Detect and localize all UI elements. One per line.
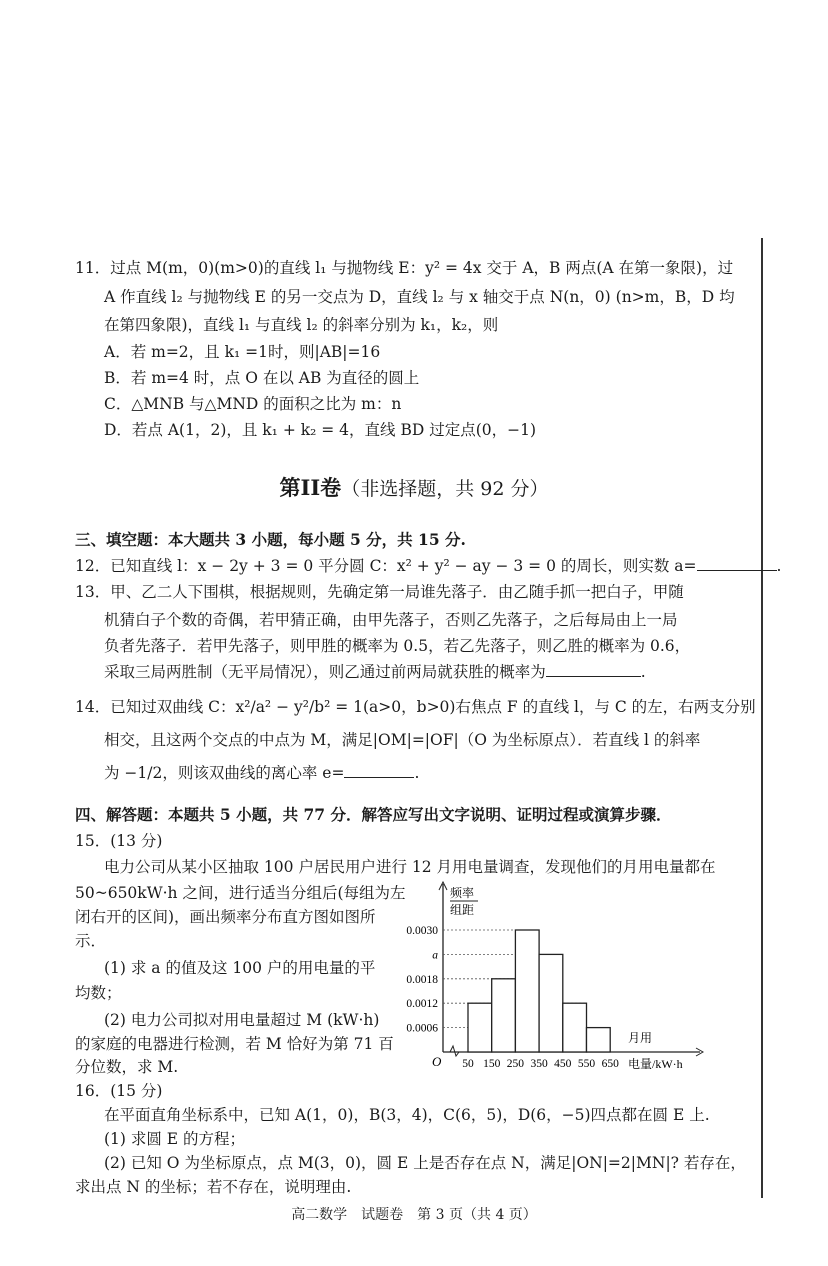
part2-title	[0, 472, 828, 502]
x-axis-label-top: 月用	[628, 1031, 653, 1045]
q16-line: 求出点 N 的坐标；若不存在，说明理由.	[75, 1178, 352, 1196]
histogram-bar	[587, 1028, 611, 1052]
y-tick-label: 0.0012	[406, 998, 438, 1011]
y-tick-label: 0.0018	[406, 973, 438, 986]
q14-line: 为 −1/2，则该双曲线的离心率 e= .	[104, 764, 420, 782]
part2-subtitle: （非选择题，共 92 分）	[341, 478, 549, 500]
x-tick-label: 450	[554, 1058, 572, 1070]
q14-line: 相交，且这两个交点的中点为 M，满足|OM|=|OF|（O 为坐标原点）．若直线 l 的斜率	[104, 731, 701, 749]
answer-blank	[546, 662, 641, 677]
y-tick-label: 0.0030	[406, 925, 438, 937]
answer-blank	[697, 556, 777, 571]
q14-text: 为 −1/2，则该双曲线的离心率 e=	[104, 764, 345, 782]
q15-line: 电力公司从某小区抽取 100 户居民用户进行 12 月用电量调查，发现他们的月用电量都在	[104, 858, 716, 876]
y-axis-label-bottom: 组距	[450, 903, 475, 917]
q13-line: 机猜白子个数的奇偶，若甲猜正确，由甲先落子，否则乙先落子，之后每局由上一局	[104, 611, 678, 629]
q11-line: 11．过点 M(m，0)(m>0)的直线 l₁ 与抛物线 E：y² = 4x 交于 A，B 两点(A 在第一象限)，过	[75, 259, 734, 277]
q11-line: 在第四象限)，直线 l₁ 与直线 l₂ 的斜率分别为 k₁，k₂，则	[104, 316, 499, 334]
q15-part1: (1) 求 a 的值及这 100 户的用电量的平	[104, 959, 376, 977]
page-footer: 高二数学 试题卷 第 3 页（共 4 页）	[291, 1207, 537, 1223]
histogram-bar	[468, 1003, 492, 1052]
histogram-bar	[563, 1003, 587, 1052]
q16-head: 16．(15 分)	[75, 1082, 163, 1100]
q15-line: 示．	[75, 932, 107, 950]
histogram-bar	[515, 930, 539, 1052]
q11-option-b: B．若 m=4 时，点 O 在以 AB 为直径的圆上	[104, 369, 420, 387]
q16-line: 在平面直角坐标系中，已知 A(1，0)，B(3，4)，C(6，5)，D(6，−5)四点都在圆 E 上.	[104, 1106, 710, 1124]
q13-text: 采取三局两胜制（无平局情况），则乙通过前两局就获胜的概率为	[104, 663, 546, 681]
q11-option-d: D．若点 A(1，2)，且 k₁ + k₂ = 4，直线 BD 过定点(0，−1)	[104, 421, 537, 439]
part2-title-main: 第II卷	[279, 475, 342, 500]
q14-line: 14．已知过双曲线 C：x²/a² − y²/b² = 1(a>0，b>0)右焦点 F 的直线 l，与 C 的左，右两支分别	[75, 698, 756, 716]
y-tick-label: a	[432, 949, 438, 962]
axis-break	[450, 1046, 459, 1056]
x-axis-label: 电量/kW·h	[628, 1057, 683, 1071]
q13-line: 采取三局两胜制（无平局情况），则乙通过前两局就获胜的概率为 .	[104, 663, 646, 681]
q12-text: 12．已知直线 l：x − 2y + 3 = 0 平分圆 C：x² + y² − ay − 3 = 0 的周长，则实数 a=	[75, 557, 697, 575]
q11-line: A 作直线 l₂ 与抛物线 E 的另一交点为 D，直线 l₂ 与 x 轴交于点 N(n，0) (n>m，B，D 均	[104, 288, 735, 306]
margin-rule	[761, 238, 763, 1198]
section4-heading: 四、解答题：本题共 5 小题，共 77 分．解答应写出文字说明、证明过程或演算步骤．	[75, 805, 672, 824]
histogram-bar	[492, 979, 516, 1052]
histogram-bar	[539, 954, 563, 1052]
q13-line: 13．甲、乙二人下围棋，根据规则，先确定第一局谁先落子．由乙随手抓一把白子，甲随	[75, 583, 684, 601]
q16-part1: (1) 求圆 E 的方程；	[104, 1130, 246, 1148]
q11-option-c: C．△MNB 与△MND 的面积之比为 m：n	[104, 395, 402, 413]
q15-part2: (2) 电力公司拟对用电量超过 M (kW·h)	[104, 1011, 380, 1029]
x-tick-label: 550	[577, 1058, 596, 1070]
q15-line: 均数；	[75, 984, 122, 1002]
q15-line: 的家庭的电器进行检测，若 M 恰好为第 71 百	[75, 1035, 394, 1053]
x-tick-label: 650	[601, 1058, 619, 1070]
y-tick-label: 0.0006	[406, 1022, 438, 1035]
q15-head: 15．(13 分)	[75, 832, 163, 850]
x-tick-label: 150	[483, 1058, 501, 1070]
y-axis-label-top: 频率	[450, 886, 475, 900]
q15-line: 闭右开的区间)，画出频率分布直方图如图所	[75, 908, 376, 926]
q13-line: 负者先落子．若甲先落子，则甲胜的概率为 0.5，若乙先落子，则乙胜的概率为 0.6，	[104, 637, 691, 655]
x-tick-label: 250	[506, 1058, 525, 1070]
histogram	[400, 880, 720, 1085]
section3-heading: 三、填空题：本大题共 3 小题，每小题 5 分，共 15 分.	[75, 530, 466, 549]
q15-line: 分位数，求 M.	[75, 1058, 179, 1076]
q12: 12．已知直线 l：x − 2y + 3 = 0 平分圆 C：x² + y² − ay − 3 = 0 的周长，则实数 a= .	[75, 557, 782, 575]
x-tick-label: 350	[530, 1058, 548, 1070]
q16-part2: (2) 已知 O 为坐标原点，点 M(3，0)，圆 E 上是否存在点 N，满足|ON|=2|MN|? 若存在，	[104, 1154, 746, 1172]
x-tick-label: 50	[462, 1058, 474, 1070]
answer-blank	[344, 763, 414, 778]
q15-line: 50~650kW·h 之间，进行适当分组后(每组为左	[75, 884, 406, 902]
origin-label: O	[432, 1054, 442, 1069]
q11-option-a: A．若 m=2，且 k₁ =1时，则|AB|=16	[104, 343, 381, 361]
